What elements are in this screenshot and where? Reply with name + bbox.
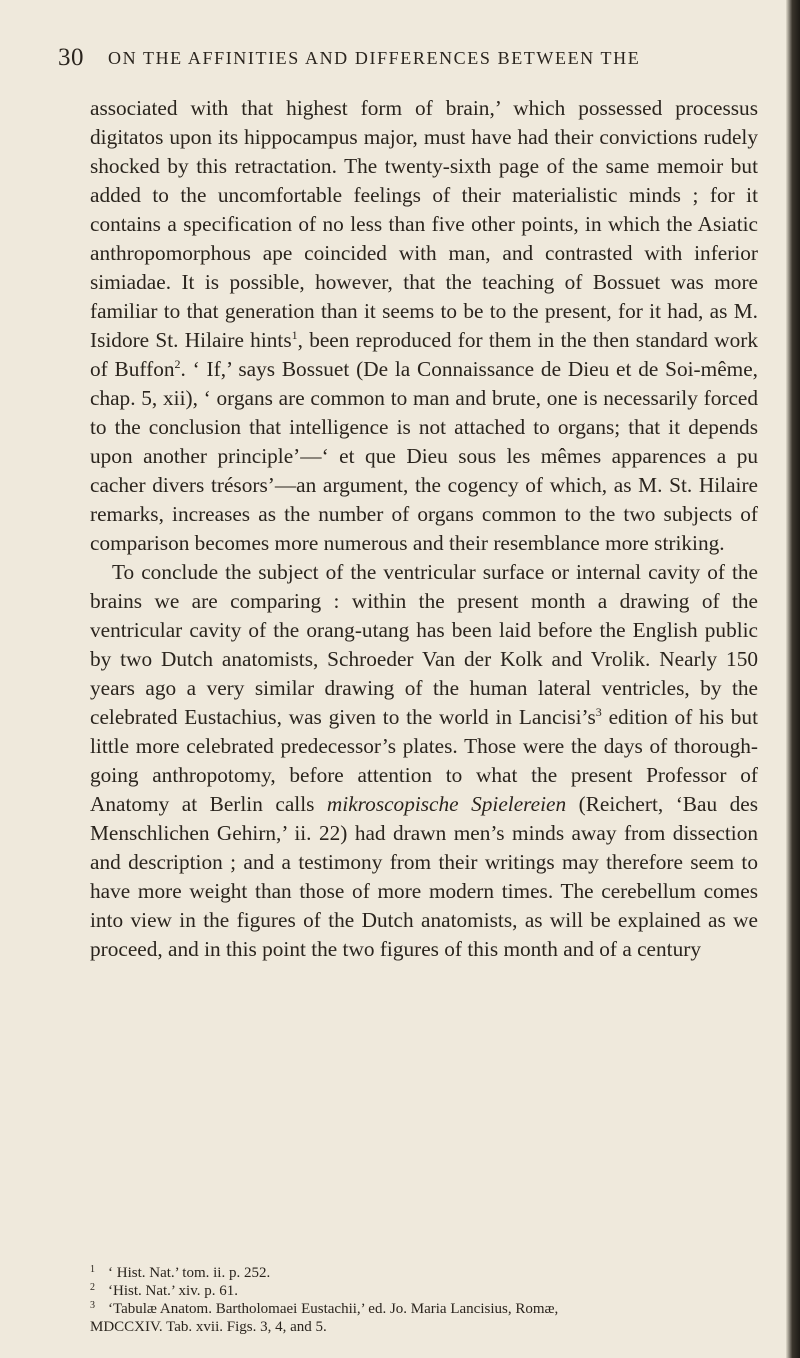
running-head: ON THE AFFINITIES AND DIFFERENCES BETWEEN THE — [108, 48, 641, 68]
footnote-ref-2: 2 — [174, 357, 181, 371]
paragraph-2-text-c: (Reichert, ‘Bau des Menschlichen Gehirn,’ ii. 22) had drawn men’s minds away from dissection and description ; and a testimony from their writings may therefore seem to have more weight than those of more modern times. The cerebellum comes into view in the figures of the Dutch anatomists, as will be explained as we proceed, and in this point the two figures of this month and of a century — [90, 792, 758, 961]
footnote-text: ‘Tabulæ Anatom. Bartholomaei Eustachii,’ ed. Jo. Maria Lancisius, Romæ, — [108, 1301, 559, 1317]
footnotes — [90, 1264, 758, 1336]
footnote-ref-1: 1 — [291, 328, 298, 342]
footnote-3-continuation: MDCCXIV. Tab. xvii. Figs. 3, 4, and 5. — [90, 1319, 327, 1335]
body-text — [90, 94, 758, 964]
footnote-1 — [90, 1264, 758, 1282]
footnote-text: ‘Hist. Nat.’ xiv. p. 61. — [108, 1283, 238, 1299]
footnote-2 — [90, 1282, 758, 1300]
paragraph-2-text-b: edition of his but little more celebrated predecessor’s plates. Those were the days of thorough-going anthropotomy, before attention to what the present Professor of Anatomy at Berlin calls — [90, 705, 758, 816]
footnote-text: ‘ Hist. Nat.’ tom. ii. p. 252. — [108, 1265, 271, 1281]
paragraph-2 — [90, 558, 758, 964]
italic-phrase: mikroscopische Spielereien — [326, 792, 567, 816]
footnote-mark: 2 — [90, 1282, 95, 1293]
footnote-3 — [90, 1300, 758, 1318]
footnote-mark: 1 — [90, 1264, 95, 1275]
paragraph-1-text-c: . ‘ If,’ says Bossuet (De la Connaissance de Dieu et de Soi-même, chap. 5, xii), ‘ organs are common to man and brute, one is necessarily forced to the conclusion that intelligence is not attached to organs; that it depends upon another principle’—‘ et que Dieu sous les mêmes apparences a pu cacher divers trésors’—an argument, the cogency of which, as M. St. Hilaire remarks, increases as the number of organs common to the two subjects of comparison becomes more numerous and their resemblance more striking. — [90, 357, 758, 555]
footnote-ref-3: 3 — [595, 705, 602, 719]
paragraph-1-text-a: associated with that highest form of brain,’ which possessed processus digitatos upon its hippocampus major, must have had their convictions rudely shocked by this retractation. The twenty-sixth page of the same memoir but added to the uncomfortable feelings of their materialistic minds ; for it contains a specification of no less than five other points, in which the Asiatic anthropomorphous ape coincided with man, and contrasted with inferior simiadae. It is possible, however, that the teaching of Bossuet was more familiar to that generation than it seems to be to the present, for it had, as M. Isidore St. Hilaire hints — [90, 96, 758, 352]
page-header — [58, 44, 758, 84]
page-edge-shadow — [786, 0, 800, 1358]
footnote-mark: 3 — [90, 1300, 95, 1311]
paragraph-2-text-a: To conclude the subject of the ventricular surface or internal cavity of the brains we are comparing : within the present month a drawing of the ventricular cavity of the orang-utang has been laid before the English public by two Dutch anatomists, Schroeder Van der Kolk and Vrolik. Nearly 150 years ago a very similar drawing of the human lateral ventricles, by the celebrated Eustachius, was given to the world in Lancisi’s — [90, 560, 758, 729]
page-number: 30 — [58, 44, 84, 71]
paragraph-1 — [90, 94, 758, 558]
paragraph-1-text-b: , been reproduced for them in the then standard work of Buffon — [90, 328, 758, 381]
